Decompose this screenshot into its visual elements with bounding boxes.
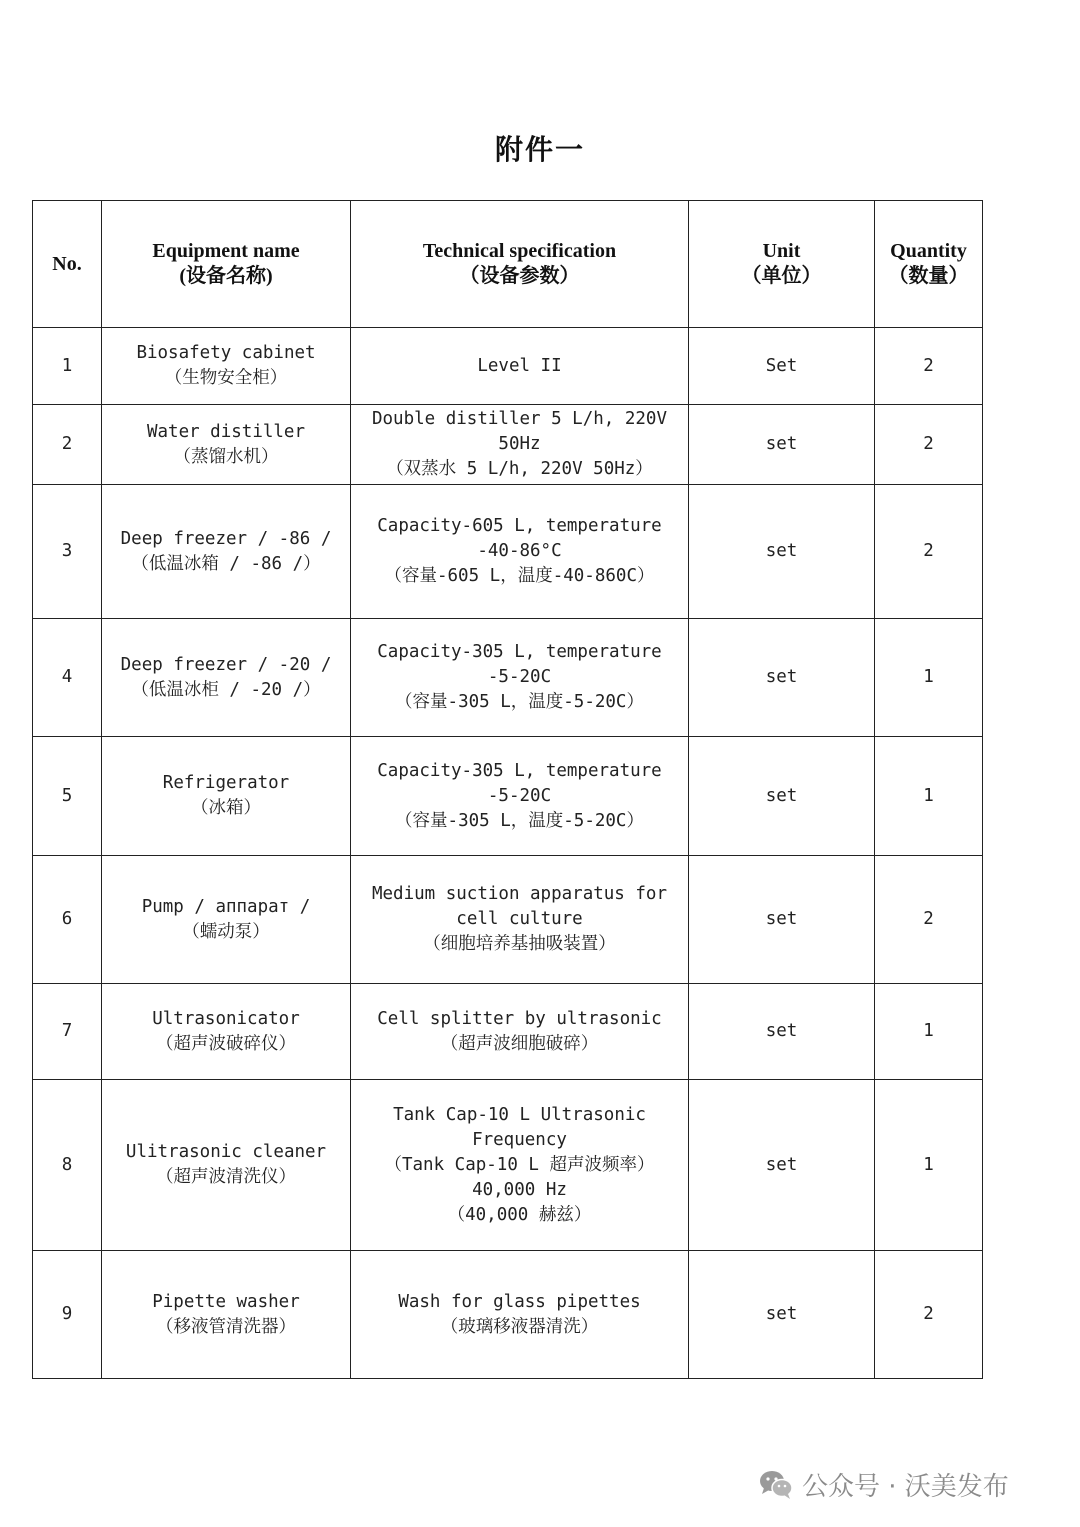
table-row <box>33 737 983 856</box>
wechat-icon <box>758 1468 794 1500</box>
row-equipment-name: Deep freezer / -86 / （低温冰箱 / -86 /） <box>102 485 351 619</box>
table-row <box>33 1251 983 1379</box>
row-equipment-name: Ultrasonicator （超声波破碎仪） <box>102 984 351 1080</box>
row-unit: set <box>689 737 875 856</box>
row-quantity: 1 <box>875 737 983 856</box>
row-equipment-name: Pipette washer （移液管清洗器） <box>102 1251 351 1379</box>
watermark-text: 公众号 · 沃美发布 <box>802 1471 1009 1502</box>
row-unit: set <box>689 1080 875 1251</box>
row-specification: Double distiller 5 L/h, 220V 50Hz （双蒸水 5 L/h, 220V 50Hz） <box>351 405 689 485</box>
row-unit: set <box>689 485 875 619</box>
row-specification: Capacity-305 L, temperature -5-20C （容量-305 L，温度-5-20C） <box>351 619 689 737</box>
table-row <box>33 856 983 984</box>
row-quantity: 1 <box>875 619 983 737</box>
table-row <box>33 328 983 405</box>
header-unit: Unit （单位） <box>689 201 875 328</box>
row-specification: Level II <box>351 328 689 405</box>
row-unit: set <box>689 984 875 1080</box>
row-quantity: 2 <box>875 485 983 619</box>
table-row <box>33 984 983 1080</box>
document-title: 附件一 <box>494 133 585 166</box>
row-specification: Capacity-605 L, temperature -40-86°C （容量-605 L，温度-40-860C） <box>351 485 689 619</box>
row-quantity: 1 <box>875 1080 983 1251</box>
watermark <box>758 1464 1009 1504</box>
row-equipment-name: Ulitrasonic cleaner （超声波清洗仪） <box>102 1080 351 1251</box>
header-equipment-name: Equipment name (设备名称) <box>102 201 351 328</box>
row-no: 8 <box>33 1080 102 1251</box>
row-unit: set <box>689 619 875 737</box>
row-quantity: 2 <box>875 1251 983 1379</box>
row-no: 7 <box>33 984 102 1080</box>
row-no: 9 <box>33 1251 102 1379</box>
equipment-table <box>32 200 983 1379</box>
row-specification: Cell splitter by ultrasonic （超声波细胞破碎） <box>351 984 689 1080</box>
table-row <box>33 485 983 619</box>
row-quantity: 2 <box>875 405 983 485</box>
table-header-row <box>33 201 983 328</box>
row-equipment-name: Water distiller （蒸馏水机） <box>102 405 351 485</box>
row-specification: Medium suction apparatus for cell culture （细胞培养基抽吸装置） <box>351 856 689 984</box>
table-row <box>33 405 983 485</box>
row-specification: Tank Cap-10 L Ultrasonic Frequency （Tank Cap-10 L 超声波频率） 40,000 Hz （40,000 赫兹） <box>351 1080 689 1251</box>
row-quantity: 2 <box>875 856 983 984</box>
row-quantity: 2 <box>875 328 983 405</box>
row-unit: set <box>689 856 875 984</box>
header-technical-specification: Technical specification （设备参数） <box>351 201 689 328</box>
row-unit: set <box>689 405 875 485</box>
header-quantity: Quantity （数量） <box>875 201 983 328</box>
row-specification: Wash for glass pipettes （玻璃移液器清洗） <box>351 1251 689 1379</box>
row-no: 2 <box>33 405 102 485</box>
row-specification: Capacity-305 L, temperature -5-20C （容量-305 L，温度-5-20C） <box>351 737 689 856</box>
row-no: 6 <box>33 856 102 984</box>
row-unit: Set <box>689 328 875 405</box>
row-equipment-name: Refrigerator （冰箱） <box>102 737 351 856</box>
row-no: 4 <box>33 619 102 737</box>
header-no: No. <box>33 201 102 328</box>
row-no: 3 <box>33 485 102 619</box>
row-quantity: 1 <box>875 984 983 1080</box>
row-equipment-name: Deep freezer / -20 / （低温冰柜 / -20 /） <box>102 619 351 737</box>
row-no: 1 <box>33 328 102 405</box>
table-row <box>33 1080 983 1251</box>
table-row <box>33 619 983 737</box>
row-no: 5 <box>33 737 102 856</box>
row-equipment-name: Biosafety cabinet （生物安全柜） <box>102 328 351 405</box>
row-equipment-name: Pump / аппарат / （蠕动泵） <box>102 856 351 984</box>
row-unit: set <box>689 1251 875 1379</box>
